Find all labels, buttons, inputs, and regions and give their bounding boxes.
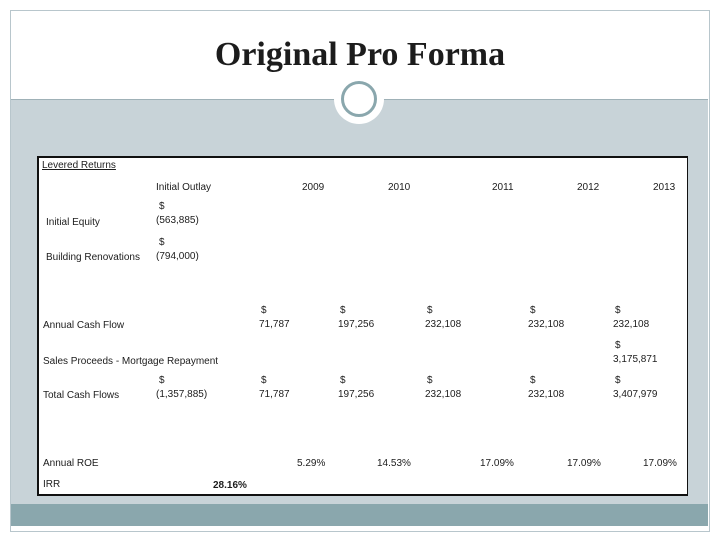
- header-initial-outlay: Initial Outlay: [156, 182, 212, 193]
- annual-roe-2011: 17.09%: [480, 458, 514, 469]
- total-cash-flows-2013: 3,407,979: [613, 389, 658, 400]
- building-renovations-value: (794,000): [156, 251, 199, 262]
- annual-cash-flow-2009: 71,787: [259, 319, 290, 330]
- row-label-sales-proceeds: Sales Proceeds - Mortgage Repayment: [43, 356, 219, 367]
- row-label-annual-roe: Annual ROE: [43, 458, 99, 469]
- row-label-irr: IRR: [43, 479, 61, 490]
- currency-symbol: $: [159, 201, 165, 212]
- annual-cash-flow-2012: 232,108: [528, 319, 565, 330]
- total-cash-flows-2009: 71,787: [259, 389, 290, 400]
- section-label: Levered Returns: [42, 160, 116, 171]
- total-cash-flows-2012: 232,108: [528, 389, 565, 400]
- row-label-initial-equity: Initial Equity: [46, 217, 100, 228]
- currency-symbol: $: [530, 305, 536, 316]
- header-2011: 2011: [492, 182, 514, 193]
- footer-bar: [11, 504, 708, 526]
- currency-symbol: $: [427, 305, 433, 316]
- currency-symbol: $: [340, 305, 346, 316]
- currency-symbol: $: [159, 375, 165, 386]
- annual-roe-2013: 17.09%: [643, 458, 677, 469]
- ring-icon: [341, 81, 377, 117]
- currency-symbol: $: [159, 237, 165, 248]
- annual-roe-2010: 14.53%: [377, 458, 411, 469]
- irr-value: 28.16%: [213, 480, 247, 491]
- total-cash-flows-2010: 197,256: [338, 389, 375, 400]
- currency-symbol: $: [261, 305, 267, 316]
- currency-symbol: $: [340, 375, 346, 386]
- currency-symbol: $: [615, 375, 621, 386]
- header-2013: 2013: [653, 182, 676, 193]
- annual-cash-flow-2010: 197,256: [338, 319, 375, 330]
- row-label-annual-cash-flow: Annual Cash Flow: [43, 320, 125, 331]
- currency-symbol: $: [530, 375, 536, 386]
- currency-symbol: $: [261, 375, 267, 386]
- header-2010: 2010: [388, 182, 411, 193]
- annual-roe-2012: 17.09%: [567, 458, 601, 469]
- row-label-total-cash-flows: Total Cash Flows: [43, 390, 120, 401]
- sales-proceeds-2013: 3,175,871: [613, 354, 658, 365]
- page-title: Original Pro Forma: [214, 36, 506, 73]
- row-label-building-renovations: Building Renovations: [46, 252, 140, 263]
- annual-roe-2009: 5.29%: [297, 458, 326, 469]
- currency-symbol: $: [615, 340, 621, 351]
- annual-cash-flow-2011: 232,108: [425, 319, 462, 330]
- currency-symbol: $: [615, 305, 621, 316]
- circle-ornament-icon: [334, 74, 384, 124]
- total-cash-flows-initial: (1,357,885): [156, 389, 208, 400]
- header-2009: 2009: [302, 182, 325, 193]
- initial-equity-value: (563,885): [156, 215, 199, 226]
- header-2012: 2012: [577, 182, 600, 193]
- currency-symbol: $: [427, 375, 433, 386]
- annual-cash-flow-2013: 232,108: [613, 319, 650, 330]
- total-cash-flows-2011: 232,108: [425, 389, 462, 400]
